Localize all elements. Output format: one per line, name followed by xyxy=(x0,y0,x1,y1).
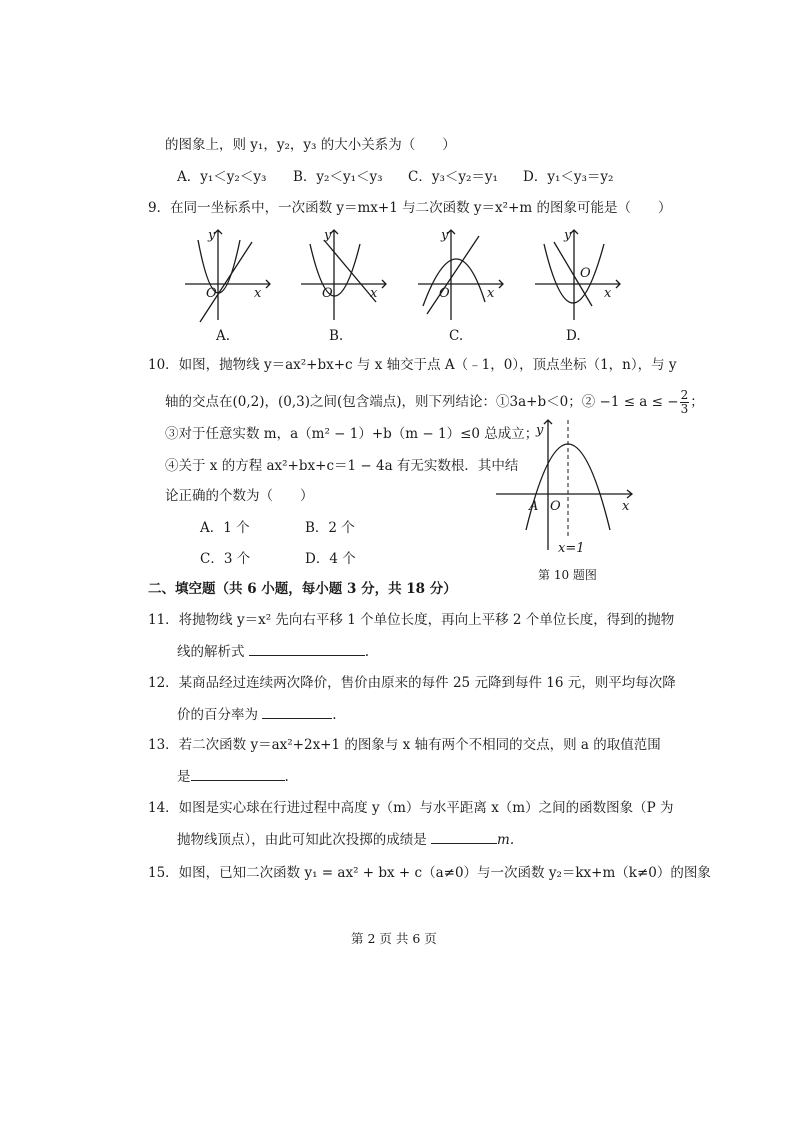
q10-line4: ④关于 x 的方程 ax²+bx+c＝1 − 4a 有无实数根．其中结 xyxy=(165,458,519,474)
q9c-x-label: x xyxy=(487,286,495,301)
q9-label-a: A. xyxy=(216,328,231,344)
q15-line1: 15．如图，已知二次函数 y₁ = ax² + bx + c（a≠0）与一次函数 y₂＝kx+m（k≠0）的图象 xyxy=(148,865,711,881)
q9d-x-label: x xyxy=(604,286,612,301)
q9a-origin-label: O xyxy=(206,286,217,301)
q8-option-d: D．y₁＜y₃＝y₂ xyxy=(523,169,614,185)
q10-fig-a-label: A xyxy=(529,499,539,514)
q9a-x-label: x xyxy=(254,286,262,301)
q9c-origin-label: O xyxy=(439,286,450,301)
q10-frac-num: 2 xyxy=(680,388,689,402)
q14-line2-text: 抛物线顶点），由此可知此次投掷的成绩是 xyxy=(177,832,427,848)
q10-option-b: B．2 个 xyxy=(305,520,355,536)
q9c-y-label: y xyxy=(441,228,449,243)
q9-graph-d xyxy=(532,222,622,322)
q10-figure xyxy=(492,412,642,557)
q9b-x-label: x xyxy=(370,286,378,301)
q10-frac-den: 3 xyxy=(680,402,689,416)
q12-line2-end: . xyxy=(332,707,337,723)
q10-line2-end: ； xyxy=(690,394,704,410)
q9-label-c: C. xyxy=(449,328,464,344)
q13-line2 xyxy=(177,767,289,786)
q10-fraction xyxy=(680,389,690,416)
q14-line2-end: m. xyxy=(497,832,515,848)
q9-label-d: D. xyxy=(566,328,581,344)
q9b-origin-label: O xyxy=(322,286,333,301)
q9-stem: 9．在同一坐标系中，一次函数 y＝mx+1 与二次函数 y＝x²+m 的图象可能是（ ） xyxy=(148,200,672,216)
q9-label-b: B. xyxy=(329,328,344,344)
q9d-y-label: y xyxy=(564,228,572,243)
section2-title: 二、填空题（共 6 小题，每小题 3 分，共 18 分） xyxy=(148,581,457,597)
q10-line2-text: 轴的交点在(0,2)，(0,3)之间(包含端点)，则下列结论：①3a+b＜0；② −1 ≤ a ≤ − xyxy=(165,394,679,410)
q9d-origin-label: O xyxy=(580,266,591,281)
q13-line2-end: . xyxy=(284,769,289,785)
q12-line2-text: 价的百分率为 xyxy=(177,707,258,723)
q14-line1: 14．如图是实心球在行进过程中高度 y（m）与水平距离 x（m）之间的函数图象（P 为 xyxy=(148,800,674,816)
q14-answer-blank[interactable] xyxy=(431,830,497,844)
q8-option-a: A．y₁＜y₂＜y₃ xyxy=(177,169,267,185)
q11-line2-end: . xyxy=(364,644,370,660)
q10-line5: 论正确的个数为（ ） xyxy=(165,488,314,504)
q10-fig-y-label: y xyxy=(536,423,544,438)
q10-figure-caption: 第 10 题图 xyxy=(538,568,597,582)
page-footer: 第 2 页 共 6 页 xyxy=(351,931,437,946)
q10-fig-symmetry-label: x=1 xyxy=(558,541,585,556)
q12-answer-blank[interactable] xyxy=(262,705,332,719)
q11-line2-text: 线的解析式 xyxy=(177,644,245,660)
q12-line1: 12．某商品经过连续两次降价，售价由原来的每件 25 元降到每件 16 元，则平均每次降 xyxy=(148,675,676,691)
q8-option-b: B．y₂＜y₁＜y₃ xyxy=(293,169,383,185)
q12-line2 xyxy=(177,705,337,724)
q9-graph-a xyxy=(182,222,272,322)
q11-line2 xyxy=(177,642,369,661)
q10-fig-x-label: x xyxy=(622,499,630,514)
q10-option-a: A．1 个 xyxy=(200,520,250,536)
q10-fig-origin-label: O xyxy=(550,499,561,514)
q9b-y-label: y xyxy=(324,228,332,243)
q10-option-d: D．4 个 xyxy=(305,551,356,567)
q8-continuation: 的图象上，则 y₁，y₂，y₃ 的大小关系为（ ） xyxy=(165,137,456,153)
q9-graph-b xyxy=(298,222,388,322)
q13-answer-blank[interactable] xyxy=(191,767,285,781)
q9a-y-label: y xyxy=(208,228,216,243)
q10-line3: ③对于任意实数 m，a（m² − 1）+b（m − 1）≤0 总成立； xyxy=(165,426,539,442)
q11-line1: 11．将抛物线 y＝x² 先向右平移 1 个单位长度，再向上平移 2 个单位长度，得到的抛物 xyxy=(148,612,675,628)
q13-line1: 13．若二次函数 y＝ax²+2x+1 的图象与 x 轴有两个不相同的交点，则 a 的取值范围 xyxy=(148,737,661,753)
q14-line2 xyxy=(177,830,514,849)
q10-line1: 10．如图，抛物线 y＝ax²+bx+c 与 x 轴交于点 A（﹣1，0），顶点坐标（1，n），与 y xyxy=(148,357,677,373)
q13-line2-text: 是 xyxy=(177,769,191,785)
q11-answer-blank[interactable] xyxy=(249,642,365,656)
q9-graph-c xyxy=(415,222,505,322)
q8-option-c: C．y₃＜y₂＝y₁ xyxy=(408,169,498,185)
q10-option-c: C．3 个 xyxy=(200,551,251,567)
